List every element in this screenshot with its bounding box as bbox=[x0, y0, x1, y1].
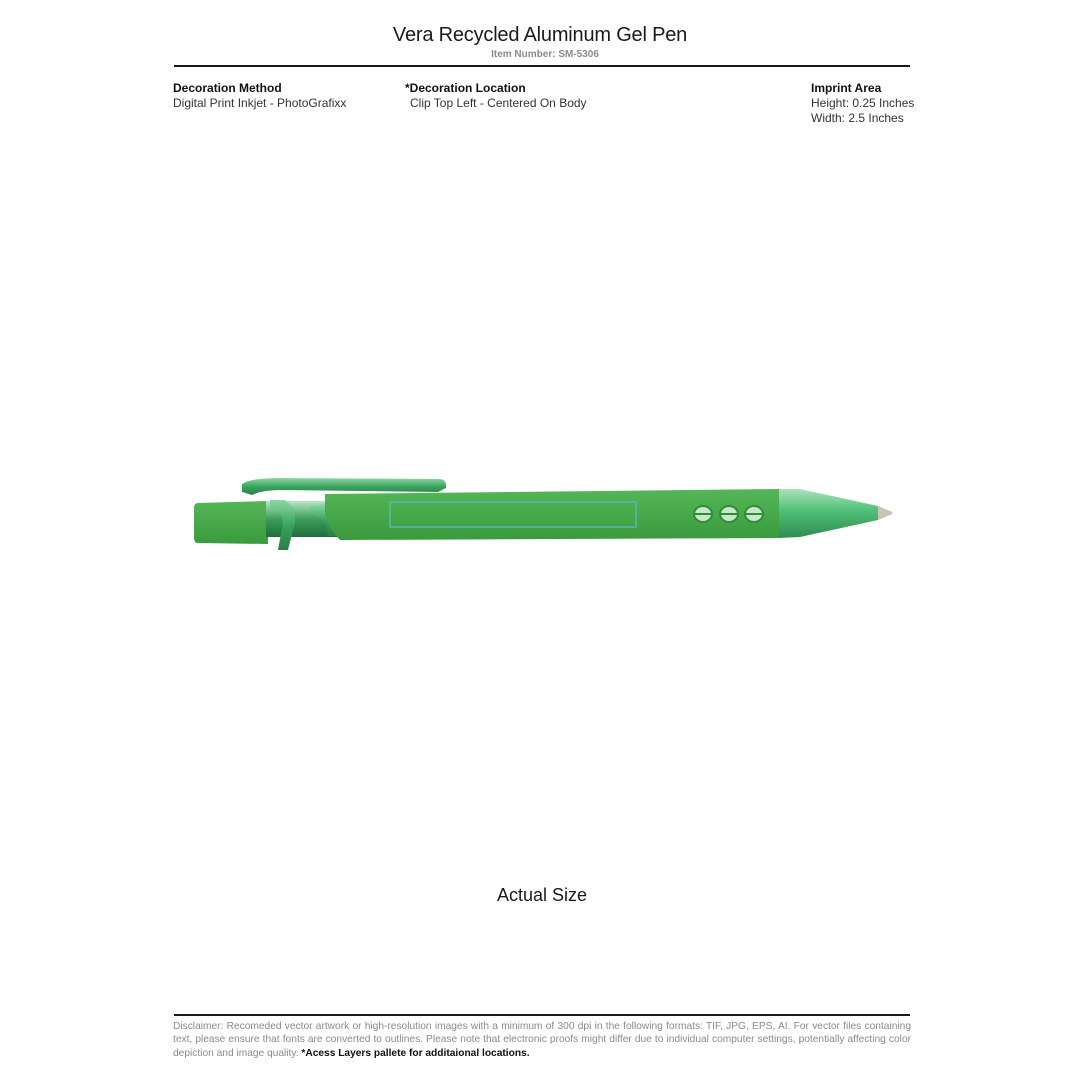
header-divider bbox=[174, 65, 910, 67]
decoration-location-section bbox=[405, 81, 587, 111]
decoration-method-label: Decoration Method bbox=[173, 81, 282, 95]
disclaimer-body: Disclaimer: Recomeded vector artwork or high-resolution images with a minimum of 300 dpi in the following formats: TIF, JPG, EPS, AI. For vector files containing text, please ensure that fonts are converted to outlines. Please note that electronic proofs might differ due to individual computer settings, potentially affecting color depiction and image quality. bbox=[173, 1021, 911, 1059]
pen-tip bbox=[779, 489, 893, 538]
imprint-area-section bbox=[811, 81, 914, 126]
pen-body bbox=[325, 489, 780, 540]
pen-clip bbox=[242, 478, 446, 495]
item-number: Item Number: SM-5306 bbox=[491, 49, 599, 60]
footer-divider bbox=[174, 1014, 910, 1016]
decoration-method-section bbox=[173, 81, 346, 111]
imprint-width: Width: 2.5 Inches bbox=[811, 111, 904, 125]
pen-cap-end bbox=[194, 501, 268, 544]
page-title: Vera Recycled Aluminum Gel Pen bbox=[392, 24, 688, 46]
decoration-location-label: *Decoration Location bbox=[405, 81, 526, 95]
actual-size-caption: Actual Size bbox=[496, 885, 588, 905]
decoration-location-value: Clip Top Left - Centered On Body bbox=[410, 96, 587, 110]
decoration-method-value: Digital Print Inkjet - PhotoGrafixx bbox=[173, 96, 347, 110]
imprint-height: Height: 0.25 Inches bbox=[811, 96, 915, 110]
disclaimer-text bbox=[173, 1020, 911, 1060]
imprint-area-label: Imprint Area bbox=[811, 81, 882, 95]
layers-note: *Acess Layers pallete for additaional locations. bbox=[301, 1047, 530, 1059]
pen-image bbox=[190, 470, 900, 555]
